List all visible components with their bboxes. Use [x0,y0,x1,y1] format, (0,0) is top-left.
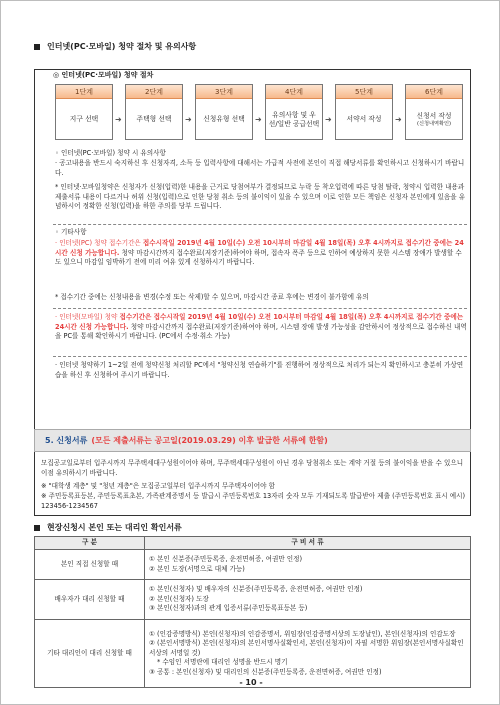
square-bullet-icon [34,44,40,50]
arrow-right-icon: ➜ [325,115,332,124]
arrow-right-icon: ➜ [185,115,192,124]
table-cell-docs: ① 본인(신청자) 및 배우자의 신분증(주민등록증, 운전면허증, 여권만 인정) ② 본인(신청자) 도장 ③ 본인(신청자)과의 관계 입증서류(주민등록표등본 등) [145,580,471,620]
step-4: 4단계 유의사항 및 우선/일반 공급선택 [265,84,323,140]
arrow-right-icon: ➜ [395,115,402,124]
step-1: 1단계 지구 선택 [55,84,113,140]
page-number: - 10 - [239,678,263,687]
step-2: 2단계 주택형 선택 [125,84,183,140]
etc-note: * 접수기간 중에는 신청내용을 변경(수정 또는 삭제)할 수 있으며, 마감시간 종료 후에는 변경이 불가함에 유의 [55,293,369,301]
table-cell-docs: ① (인감증명방식) 본인(신청자)의 인감증명서, 위임장(인감증명서상의 도장날인), 본인(신청자)의 인감도장 ② (본인서명방식) 본인(신청자)의 본인서명사실확인서, 본인(신청자)이 자필 서명한 위임장(본인서명사실확인서상의 서명일 것) * 수임인 서명란에 대리인 성명을 반드시 명기 ③ 공통 : 본인(신청자) 및 대리인의 신분증(주민등록증, 운전면허증, 여권만 인정) [145,620,471,688]
etc-heading: ◦ 기타사항 [55,228,87,236]
section-proxy-title: 현장신청시 본인 또는 대리인 확인서류 [34,522,182,534]
table-header-row [35,537,471,550]
docs-note-1: 모집공고일로부터 입주시까지 무주택세대구성원이어야 하며, 무주택세대구성원이 아닌 경우 당첨취소 또는 계약 거절 등의 불이익을 받을 수 있으니 이점 유의하시기 바랍니다. [41,459,464,477]
table-cell-label: 배우자가 대리 신청할 때 [35,580,145,620]
divider [53,356,467,357]
steps-title: ◎ 인터넷(PC·모바일) 청약 절차 [53,71,154,79]
divider [53,308,467,309]
step-3: 3단계 신청유형 선택 [195,84,253,140]
proxy-documents-table [34,536,471,688]
square-bullet-icon [34,525,40,531]
table-header: 구 분 [35,537,145,550]
notice-paragraph-1: · 공고내용을 반드시 숙지하신 후 신청자격, 소득 등 입력사항에 대해서는 가급적 사전에 본인이 직접 해당서류를 확인하시고 신청하시기 바랍니다. [55,159,465,177]
step-5: 5단계 서약서 작성 [335,84,393,140]
divider [53,224,467,225]
etc-paragraph-1: · 인터넷(PC) 청약 접수기간은 접수시작일 2019년 4월 10일(수) 오전 10시부터 마감일 4월 18일(목) 오후 4시까지로 접수기간 중에는 24시간 신청 가능합니다. 청약 마감시간까지 접수완료(저장기준)하여야 하며, 접속자 폭주 등으로 인하여 예상하지 못한 시스템 장애가 발생할 수도 있으니 마감일 임박하기 전에 미리 여유 있게 신청하시기 바랍니다. [55,239,464,267]
notice-heading: ◦ 인터넷(PC·모바일) 청약 시 유의사항 [55,149,166,157]
section-5-banner: 5. 신청서류 (모든 제출서류는 공고일(2019.03.29) 이후 발급한 서류에 한함) [34,429,471,452]
section-apply-title: 인터넷(PC·모바일) 청약 절차 및 유의사항 [34,41,196,53]
table-header: 구 비 서 류 [145,537,471,550]
notice-paragraph-2: * 인터넷·모바일청약은 신청자가 신청(입력)한 내용을 근거로 당첨여부가 결정되므로 누락 등 착오입력에 따른 당첨 탈락, 청약시 입력한 내용과 제출서류 내용이 다르거나 허위 신청(입력)으로 인한 당첨 취소 등의 불이익이 있을 수 있으며 이로 인한 모든 책임은 신청자 본인에게 있음을 유념하시어 정확한 신청(입력)을 하한 주의를 당부 드립니다. [55,183,466,211]
arrow-right-icon: ➜ [115,115,122,124]
table-cell-label: 본인 직접 신청할 때 [35,550,145,580]
docs-note-3: ※ 주민등록표등본, 주민등록표초본, 가족관계증명서 등 발급시 주민등록번호 13자리 숫자 모두 기재되도록 발급받아 제출 (주민등록번호 표시 예시) 123456-1234567 [41,492,466,510]
arrow-right-icon: ➜ [255,115,262,124]
etc-paragraph-2: · 인터넷(모바일) 청약 접수기간은 접수시작일 2019년 4월 10일(수) 오전 10시부터 마감일 4월 18일(목) 오후 4시까지로 접수기간 중에는 24시간 신청 가능합니다. 청약 마감시간까지 접수완료(저장기준)하여야 하며, 시스템 장애 발생 가능성을 감안하시어 정상적으로 접수하신 내역을 PC를 통해 확인하시기 바랍니다. (PC에서 수정·취소 가능) [55,313,467,341]
table-cell-label: 기타 대리인이 대리 신청할 때 [35,620,145,688]
etc-paragraph-3: · 인터넷 청약하기 1~2일 전에 청약신청 처리할 PC에서 "청약신청 연습하기"를 진행하여 정상적으로 처리가 되는지 확인하시고 충분히 가상연습을 하신 후 신청하여 주시기 바랍니다. [55,361,464,379]
docs-note-2: ※ "대학생 계층" 및 "청년 계층"은 모집공고일부터 입주시까지 무주택자이어야 함 [41,482,275,490]
step-6: 6단계 신청서 작성 (신청내역확인) [405,84,463,140]
table-row [35,550,471,580]
table-row [35,580,471,620]
steps-flow [55,84,455,146]
table-cell-docs: ① 본인 신분증(주민등록증, 운전면허증, 여권만 인정) ② 본인 도장(서명으로 대체 가능) [145,550,471,580]
